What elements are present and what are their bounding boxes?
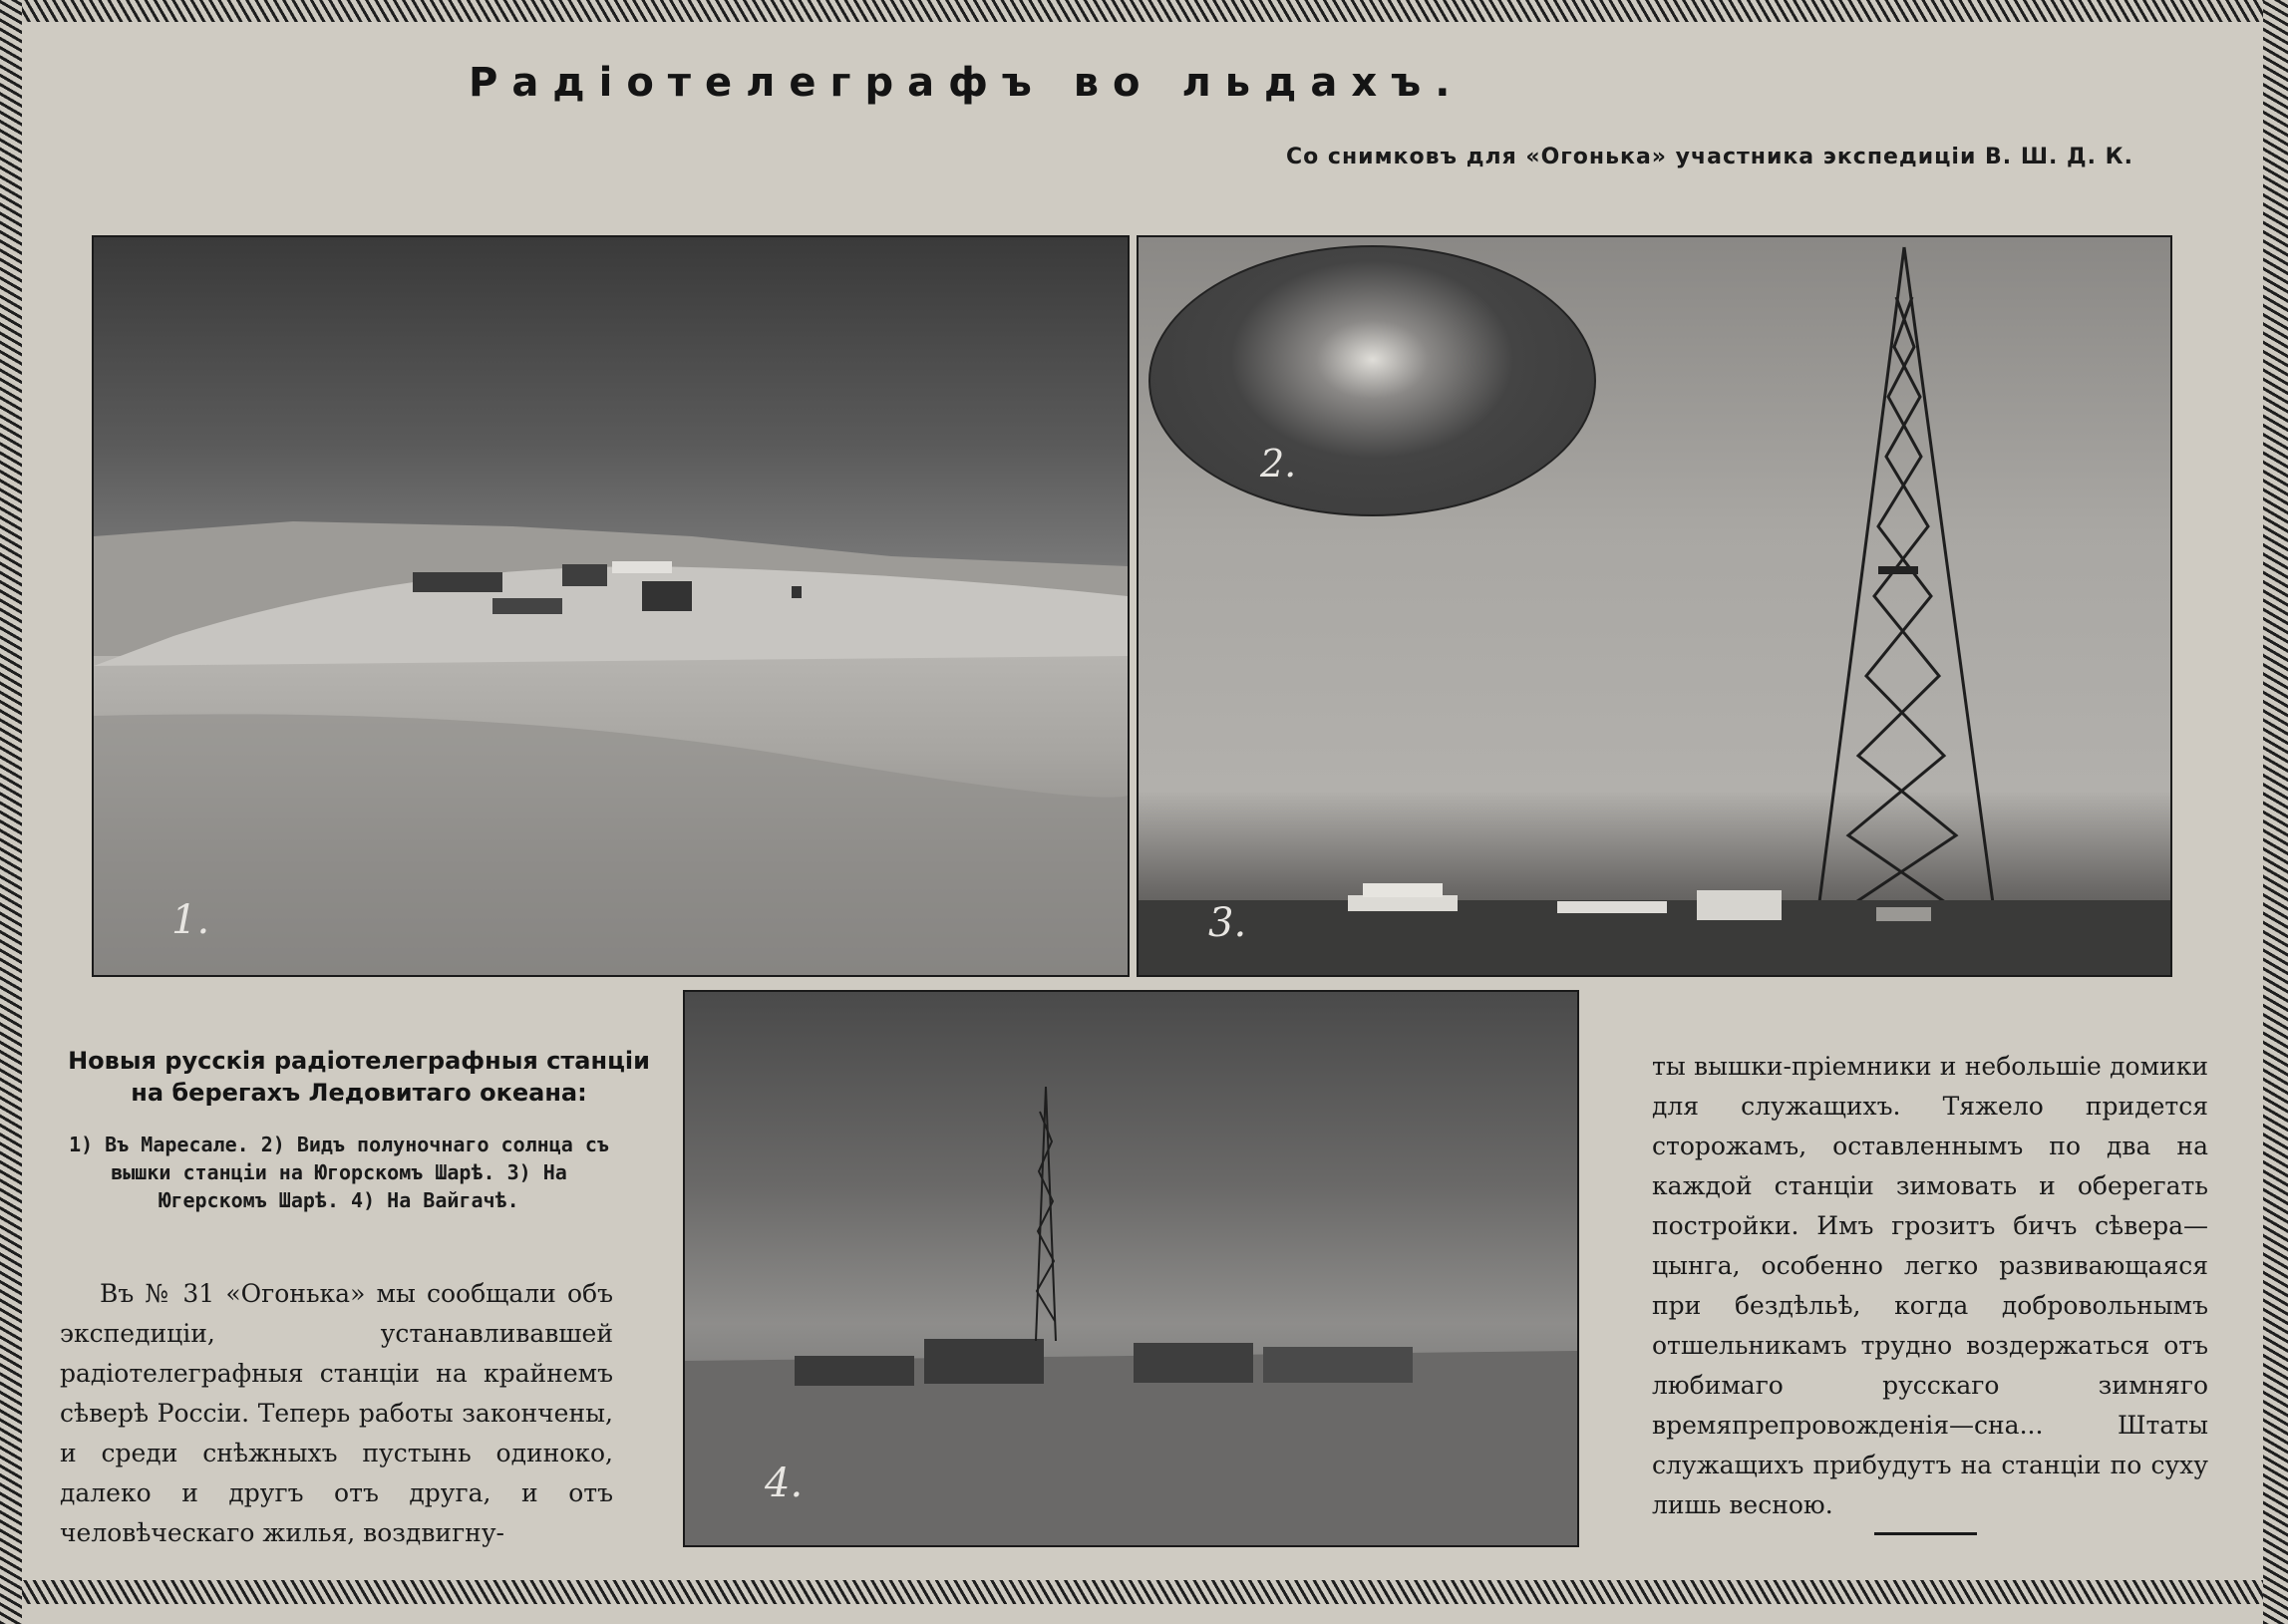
end-rule bbox=[1874, 1532, 1977, 1535]
photo-4-vaigach bbox=[683, 990, 1579, 1547]
photo-3-yugorsky-shar bbox=[1137, 235, 2172, 977]
top-hatched-border bbox=[0, 0, 2288, 22]
caption-heading: Новыя русскiя радiотелеграфныя станцiи на берегахъ Ледовитаго океана: bbox=[68, 1047, 650, 1107]
photo-2-midnight-sun bbox=[1148, 245, 1596, 516]
photo-number: 3. bbox=[1208, 900, 1247, 946]
page-title: Радiотелеграфъ во льдахъ. bbox=[469, 60, 1465, 106]
photo-4-illustration bbox=[685, 992, 1577, 1545]
right-hatched-border bbox=[2263, 0, 2288, 1624]
left-hatched-border bbox=[0, 0, 22, 1624]
photo-number: 4. bbox=[765, 1461, 804, 1506]
article-left-column: Въ № 31 «Огонька» мы сообщали объ экспедицiи, устанавливавшей радiотелеграфныя станцiи на крайнемъ сѣверѣ Россiи. Теперь работы закончены, и среди снѣжныхъ пустынь одиноко, далеко и другъ отъ друга, и отъ человѣческаго жилья, воздвигну- bbox=[60, 1279, 613, 1547]
photo-credit: Со снимковъ для «Огонька» участника экспедицiи В. Ш. Д. К. bbox=[1286, 145, 2133, 169]
caption-list: 1) Въ Маресале. 2) Видъ полуночнаго солнца съ вышки станцiи на Югорскомъ Шарѣ. 3) На Югерскомъ Шарѣ. 4) На Вайгачѣ. bbox=[69, 1133, 609, 1212]
photo-1-illustration bbox=[94, 237, 1128, 975]
bottom-hatched-border bbox=[0, 1580, 2288, 1604]
article-right-column: ты вышки-прiемники и небольшiе домики для служащихъ. Тяжело придется сторожамъ, оставленнымъ по два на каждой станцiи зимовать и оберегать постройки. Имъ грозитъ бичъ сѣвера—цынга, особенно легко развивающаяся при бездѣльѣ, когда добровольнымъ отшельникамъ трудно воздержаться отъ любимаго русскаго зимняго времяпрепровожденiя—сна... Штаты служащихъ прибудутъ на станцiи по суху лишь весною. bbox=[1652, 1052, 2208, 1519]
photo-1-maresale bbox=[92, 235, 1130, 977]
photo-number: 1. bbox=[171, 897, 210, 943]
photo-number: 2. bbox=[1260, 442, 1297, 486]
